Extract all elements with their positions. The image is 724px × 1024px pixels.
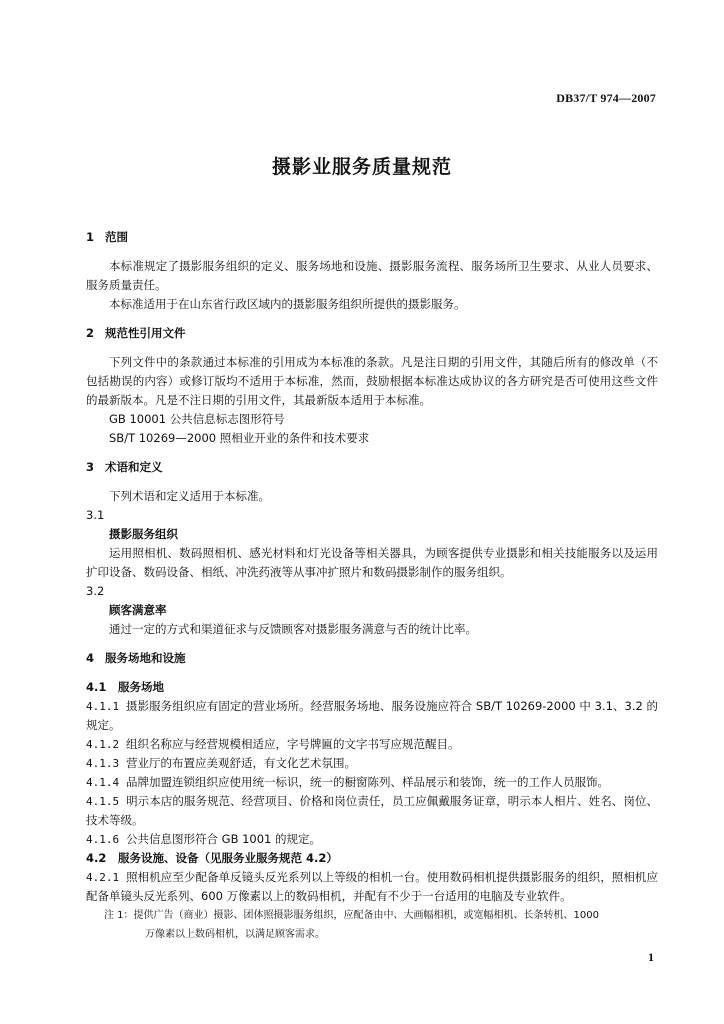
page-number: 1 [648,950,654,964]
term-name: 摄影服务组织 [109,527,178,541]
paragraph: 下列文件中的条款通过本标准的引用成为本标准的条款。凡是注日期的引用文件，其随后所有的修改单（不包括勘误的内容）或修订版均不适用于本标准，然而，鼓励根据本标准达成协议的各方研究是否可使用这些文件的最新版本。凡是不注日期的引用文件，其最新版本适用于本标准。 [86,355,658,407]
term-number: 3.2 [86,584,105,598]
clause: 4.1.6 公共信息图形符合 GB 1001 的规定。 [86,832,322,846]
paragraph: 本标准规定了摄影服务组织的定义、服务场地和设施、摄影服务流程、服务场所卫生要求、从业人员要求、服务质量责任。 [86,259,658,292]
document-body [86,228,658,944]
section-heading: 1 范围 [86,230,128,244]
clause: 4.2.1 照相机应至少配备单反镜头反光系列以上等级的相机一台。使用数码相机提供摄影服务的组织，照相机应配备单镜头反光系列、600 万像素以上的数码相机，并配有不少于一台适用的电脑及专业软件。 [86,870,658,903]
document-title: 摄影业服务质量规范 [271,156,452,178]
note-continuation: 万像素以上数码相机，以满足顾客需求。 [145,929,325,940]
clause: 4.1.1 摄影服务组织应有固定的营业场所。经营服务场地、服务设施应符合 SB/T 10269-2000 中 3.1、3.2 的规定。 [86,699,658,732]
reference-item: SB/T 10269—2000 照相业开业的条件和技术要求 [109,431,370,445]
subsection-heading: 4.2 服务设施、设备（见服务业服务规范 4.2） [86,851,338,865]
section-heading: 4 服务场地和设施 [86,651,186,665]
clause: 4.1.4 品牌加盟连锁组织应使用统一标识，统一的橱窗陈列、样品展示和装饰，统一的工作人员服饰。 [86,775,609,789]
paragraph: 下列术语和定义适用于本标准。 [109,489,270,503]
term-name: 顾客满意率 [109,603,167,617]
section-heading: 2 规范性引用文件 [86,326,186,340]
document-number: DB37/T 974—2007 [556,91,656,105]
clause: 4.1.5 明示本店的服务规范、经营项目、价格和岗位责任，员工应佩戴服务证章，明示本人相片、姓名、岗位、技术等级。 [86,794,658,827]
section-heading: 3 术语和定义 [86,460,163,474]
term-number: 3.1 [86,508,105,522]
paragraph: 本标准适用于在山东省行政区域内的摄影服务组织所提供的摄影服务。 [109,297,466,311]
subsection-heading: 4.1 服务场地 [86,680,164,694]
clause: 4.1.3 营业厅的布置应美观舒适，有文化艺术氛围。 [86,756,356,770]
clause: 4.1.2 组织名称应与经营规模相适应，字号牌匾的文字书写应规范醒目。 [86,737,460,751]
note: 注 1：提供广告（商业）摄影、团体照摄影服务组织，应配备由中、大画幅相机，或宽幅相机、长条转机、1000 [104,910,599,921]
term-definition: 通过一定的方式和渠道征求与反馈顾客对摄影服务满意与否的统计比率。 [109,622,477,636]
term-definition: 运用照相机、数码照相机、感光材料和灯光设备等相关器具，为顾客提供专业摄影和相关技能服务以及运用扩印设备、数码设备、相纸、冲洗药液等从事冲扩照片和数码摄影制作的服务组织。 [86,546,658,579]
reference-item: GB 10001 公共信息标志图形符号 [109,412,285,426]
